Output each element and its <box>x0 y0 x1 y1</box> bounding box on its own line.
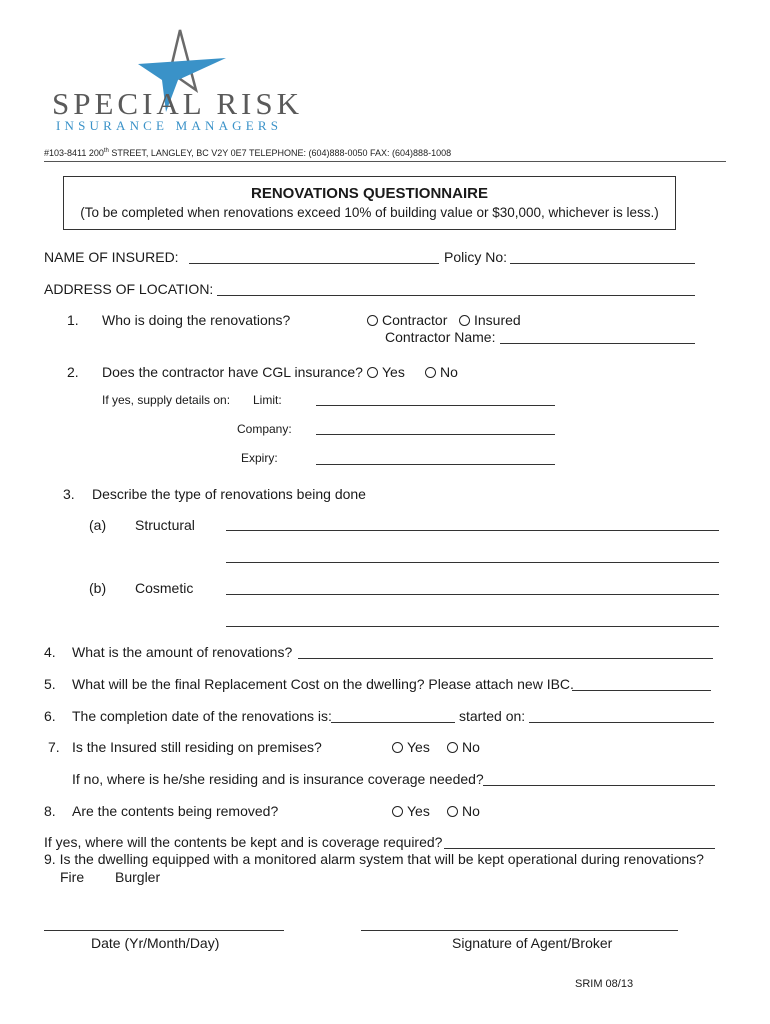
q3b-text: Cosmetic <box>135 580 194 596</box>
signature-label: Signature of Agent/Broker <box>452 935 613 951</box>
q7-text: Is the Insured still residing on premises? <box>72 739 322 755</box>
radio-icon[interactable] <box>425 367 436 378</box>
q5-number: 5. <box>44 676 56 692</box>
radio-icon[interactable] <box>392 806 403 817</box>
company-label: Company: <box>237 422 292 436</box>
q6-number: 6. <box>44 708 56 724</box>
form-code: SRIM 08/13 <box>575 978 634 990</box>
name-of-insured-label: NAME OF INSURED: <box>44 249 179 265</box>
company-address: #103-8411 200th STREET, LANGLEY, BC V2Y 0E7 TELEPHONE: (604)888-0050 FAX: (604)888-1008 <box>44 148 452 158</box>
q9-option-fire[interactable]: Fire <box>60 869 85 885</box>
radio-icon[interactable] <box>392 742 403 753</box>
q4-text: What is the amount of renovations? <box>72 644 293 660</box>
contractor-name-field[interactable] <box>500 343 695 344</box>
q1-option-contractor[interactable]: Contractor <box>367 312 447 328</box>
q9-option-burglar[interactable]: Burgler <box>115 869 161 885</box>
q7-option-no[interactable]: No <box>447 739 480 755</box>
address-of-location-field[interactable] <box>217 295 695 296</box>
residing-field[interactable] <box>483 785 715 786</box>
limit-label: Limit: <box>253 393 282 407</box>
date-label: Date (Yr/Month/Day) <box>91 935 220 951</box>
q2-option-no[interactable]: No <box>425 364 458 380</box>
contents-kept-field[interactable] <box>444 848 715 849</box>
q7-if-no-text: If no, where is he/she residing and is insurance coverage needed? <box>72 771 484 787</box>
expiry-label: Expiry: <box>241 451 278 465</box>
limit-field[interactable] <box>316 405 555 406</box>
q9-text: 9. Is the dwelling equipped with a monitored alarm system that will be kept operational during renovations? <box>44 851 704 867</box>
q3b-label: (b) <box>89 580 107 596</box>
q3-number: 3. <box>63 486 75 502</box>
q8-text: Are the contents being removed? <box>72 803 279 819</box>
page-subtitle: (To be completed when renovations exceed 10% of building value or $30,000, whichever is less.) <box>80 205 659 220</box>
q8-option-yes[interactable]: Yes <box>392 803 430 819</box>
started-on-field[interactable] <box>529 722 714 723</box>
radio-icon[interactable] <box>447 742 458 753</box>
q4-number: 4. <box>44 644 56 660</box>
brand-tagline: INSURANCE MANAGERS <box>56 118 283 133</box>
q3a-text: Structural <box>135 517 195 533</box>
company-field[interactable] <box>316 434 555 435</box>
brand-name: SPECIAL RISK <box>52 86 303 121</box>
page-title: RENOVATIONS QUESTIONNAIRE <box>251 185 488 202</box>
policy-no-field[interactable] <box>510 263 695 264</box>
cosmetic-field-line1[interactable] <box>226 594 719 595</box>
q5-text: What will be the final Replacement Cost on the dwelling? Please attach new IBC. <box>72 676 574 692</box>
radio-icon[interactable] <box>447 806 458 817</box>
agent-signature-line[interactable] <box>361 930 678 931</box>
renovation-amount-field[interactable] <box>298 658 713 659</box>
q6-text: The completion date of the renovations is: <box>72 708 332 724</box>
q3-text: Describe the type of renovations being done <box>92 486 366 502</box>
header-divider <box>44 161 726 162</box>
q2-text: Does the contractor have CGL insurance? <box>102 364 363 380</box>
title-box <box>63 176 676 230</box>
radio-icon[interactable] <box>459 315 470 326</box>
name-of-insured-field[interactable] <box>189 263 439 264</box>
q1-option-insured[interactable]: Insured <box>459 312 521 328</box>
q8-number: 8. <box>44 803 56 819</box>
replacement-cost-field[interactable] <box>572 690 711 691</box>
q2-number: 2. <box>67 364 79 380</box>
completion-date-field[interactable] <box>331 722 455 723</box>
radio-icon[interactable] <box>367 367 378 378</box>
q8-if-yes-text: If yes, where will the contents be kept and is coverage required? <box>44 834 443 850</box>
q2-option-yes[interactable]: Yes <box>367 364 405 380</box>
q7-option-yes[interactable]: Yes <box>392 739 430 755</box>
date-signature-line[interactable] <box>44 930 284 931</box>
q1-number: 1. <box>67 312 79 328</box>
cosmetic-field-line2[interactable] <box>226 626 719 627</box>
radio-icon[interactable] <box>367 315 378 326</box>
expiry-field[interactable] <box>316 464 555 465</box>
started-on-label: started on: <box>459 708 526 724</box>
q3a-label: (a) <box>89 517 107 533</box>
q8-option-no[interactable]: No <box>447 803 480 819</box>
structural-field-line2[interactable] <box>226 562 719 563</box>
contractor-name-label: Contractor Name: <box>385 329 496 345</box>
structural-field-line1[interactable] <box>226 530 719 531</box>
q2-if-yes-label: If yes, supply details on: <box>102 393 231 407</box>
q1-text: Who is doing the renovations? <box>102 312 291 328</box>
policy-no-label: Policy No: <box>444 249 508 265</box>
q7-number: 7. <box>48 739 60 755</box>
address-of-location-label: ADDRESS OF LOCATION: <box>44 281 214 297</box>
